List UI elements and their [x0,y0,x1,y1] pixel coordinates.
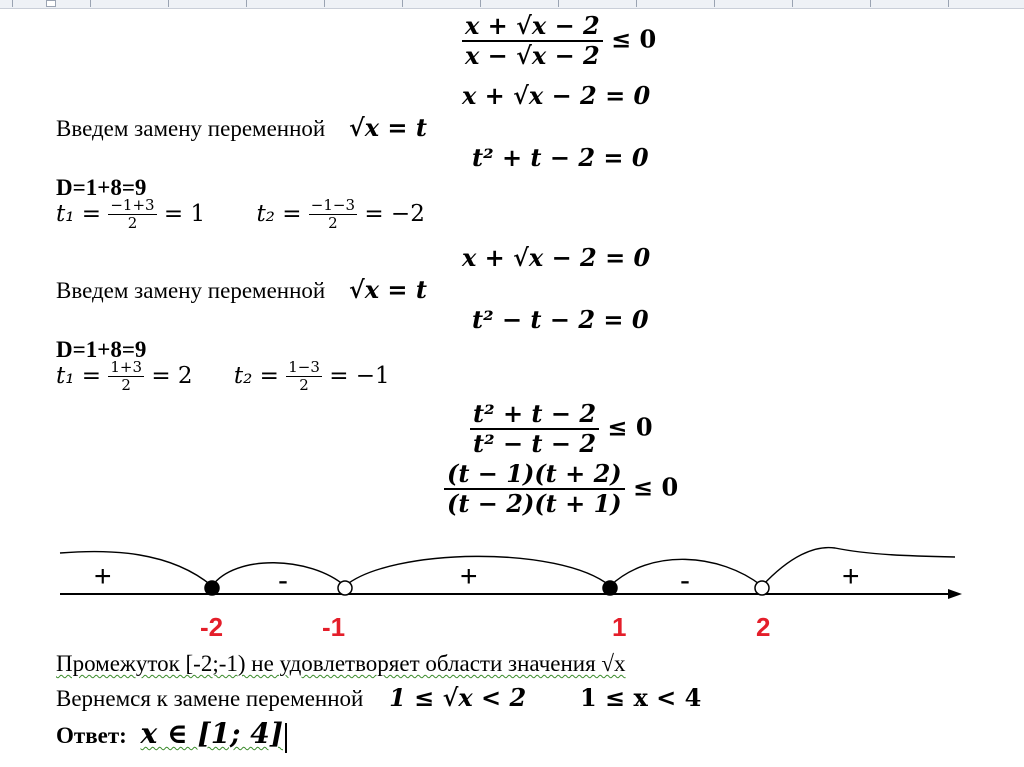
answer-value: x ∈ [1; 4] [140,717,283,750]
ruler-tick [12,0,13,7]
return-inequality-x: 1 ≤ x < 4 [579,683,702,712]
point-label-1: 1 [612,612,627,642]
ruler-tick [246,0,247,7]
substitution-formula-2: √x = t [348,275,427,304]
ruler-tick [870,0,871,7]
substitution-text-1: Введем замену переменной [56,116,326,141]
point-label-minus-2: -2 [200,612,224,642]
main-denominator: x − √x − 2 [465,41,600,70]
factored-inequality: $\frac{(t - 1)(t + 2)}{(t - 2)(t + 1)}$ ≤ 0 [444,462,678,516]
domain-note: Промежуток [-2;-1) не удовлетворяет области значения √x [56,651,626,676]
sign-arcs [60,548,955,586]
sign-interval-3: + [460,560,478,593]
ruler-indent-marker[interactable] [46,0,56,7]
point-minus-2 [205,581,219,595]
ruler-tick [792,0,793,7]
root-t2-1: t₂ = $\frac{-1-3}{2}$ = −2 [256,196,425,232]
answer-label: Ответ: [56,723,127,748]
root-t2-2: t₂ = $\frac{1-3}{2}$ = −1 [233,358,390,394]
roots-line-1 [56,198,425,231]
ruler-tick [402,0,403,7]
sign-interval-1: + [94,560,112,593]
return-inequality-sqrt: 1 ≤ √x < 2 [389,683,527,712]
t-inequality: $\frac{\text{t² + t − 2}}{\text{t² − t − 2}}$ ≤ 0 [470,402,653,456]
point-minus-1 [338,581,352,595]
return-line [56,683,702,712]
quadratic-equation-2: t² − t − 2 = 0 [472,305,649,334]
denominator-equation: x + √x − 2 = 0 [462,243,651,272]
substitution-line-1 [56,113,427,142]
point-2 [755,581,769,595]
sign-interval-5: + [842,560,860,593]
point-label-minus-1: -1 [322,612,346,642]
text-cursor[interactable] [285,723,287,753]
main-inequality [462,11,657,70]
sign-interval-2: - [278,564,288,597]
substitution-formula-1: √x = t [348,113,427,142]
ruler-tick [636,0,637,7]
document-ruler[interactable] [0,0,1024,9]
sign-interval-4: - [680,564,690,597]
return-text: Вернемся к замене переменной [56,686,364,711]
ruler-tick [948,0,949,7]
axis-arrow [948,589,962,599]
substitution-line-2 [56,275,427,304]
quadratic-equation-1: t² + t − 2 = 0 [472,143,649,172]
substitution-text-2: Введем замену переменной [56,278,326,303]
root-t1-2: t₁ = $\frac{1+3}{2}$ = 2 [56,358,193,394]
discriminant-1: D=1+8=9 [56,175,147,200]
ruler-tick [90,0,91,7]
ruler-tick [168,0,169,7]
main-numerator: x + √x − 2 [462,14,603,42]
numerator-equation: x + √x − 2 = 0 [462,81,651,110]
answer-line [56,717,287,753]
discriminant-2: D=1+8=9 [56,337,147,362]
ruler-tick [558,0,559,7]
ruler-tick [324,0,325,7]
ruler-tick [480,0,481,7]
point-label-2: 2 [756,612,771,642]
main-relation: ≤ 0 [611,24,657,54]
ruler-tick [714,0,715,7]
roots-line-2 [56,360,390,393]
point-1 [603,581,617,595]
root-t1-1: t₁ = $\frac{-1+3}{2}$ = 1 [56,196,206,232]
